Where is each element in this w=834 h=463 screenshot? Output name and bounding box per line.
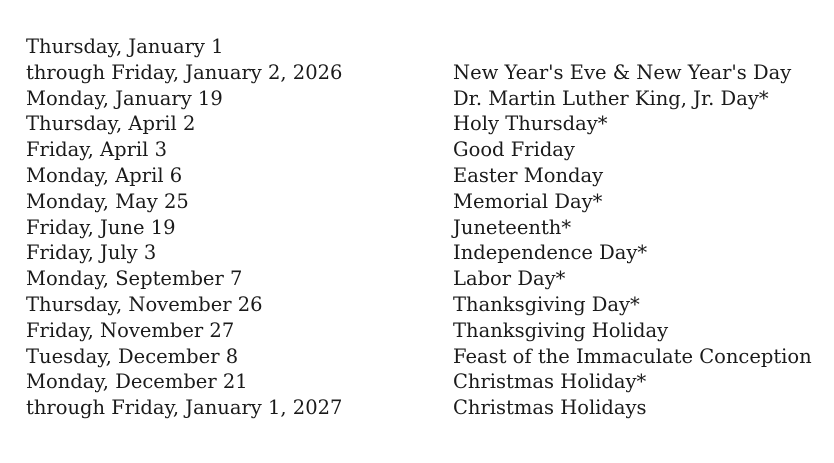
holiday-schedule: [26, 34, 826, 421]
holiday-row: [26, 395, 826, 421]
holiday-date: through Friday, January 2, 2026: [26, 60, 343, 84]
holiday-date: Thursday, November 26: [26, 292, 263, 316]
holiday-date: Friday, April 3: [26, 138, 167, 162]
holiday-row: [26, 369, 826, 395]
holiday-name: Memorial Day*: [453, 189, 603, 213]
holiday-name: Holy Thursday*: [453, 112, 608, 136]
holiday-name: New Year's Eve & New Year's Day: [453, 60, 792, 84]
holiday-date: Monday, April 6: [26, 163, 183, 187]
holiday-name: Feast of the Immaculate Conception: [453, 344, 812, 368]
holiday-row: [26, 215, 826, 241]
holiday-date: Friday, July 3: [26, 241, 157, 265]
holiday-row: [26, 111, 826, 137]
holiday-name: Christmas Holiday*: [453, 370, 647, 394]
holiday-date: Tuesday, December 8: [26, 344, 239, 368]
holiday-row: [26, 344, 826, 370]
holiday-row: [26, 318, 826, 344]
holiday-date: Monday, December 21: [26, 370, 248, 394]
holiday-name: Good Friday: [453, 138, 575, 162]
holiday-row: [26, 163, 826, 189]
holiday-date: Thursday, April 2: [26, 112, 196, 136]
holiday-date: through Friday, January 1, 2027: [26, 396, 343, 420]
holiday-date: Monday, May 25: [26, 189, 189, 213]
holiday-name: Labor Day*: [453, 267, 566, 291]
holiday-row: [26, 34, 826, 60]
holiday-date: Friday, June 19: [26, 215, 176, 239]
holiday-name: Easter Monday: [453, 163, 604, 187]
holiday-row: [26, 189, 826, 215]
holiday-name: Thanksgiving Holiday: [453, 318, 669, 342]
holiday-name: Juneteenth*: [453, 215, 572, 239]
holiday-name: Thanksgiving Day*: [453, 292, 640, 316]
holiday-name: Dr. Martin Luther King, Jr. Day*: [453, 86, 769, 110]
holiday-row: [26, 86, 826, 112]
holiday-date: Monday, January 19: [26, 86, 223, 110]
holiday-row: [26, 240, 826, 266]
holiday-date: Friday, November 27: [26, 318, 235, 342]
holiday-row: [26, 292, 826, 318]
holiday-date: Monday, September 7: [26, 267, 243, 291]
holiday-row: [26, 137, 826, 163]
holiday-row: [26, 60, 826, 86]
holiday-row: [26, 266, 826, 292]
holiday-date: Thursday, January 1: [26, 35, 224, 58]
holiday-name: Christmas Holidays: [453, 396, 647, 420]
holiday-name: Independence Day*: [453, 241, 648, 265]
